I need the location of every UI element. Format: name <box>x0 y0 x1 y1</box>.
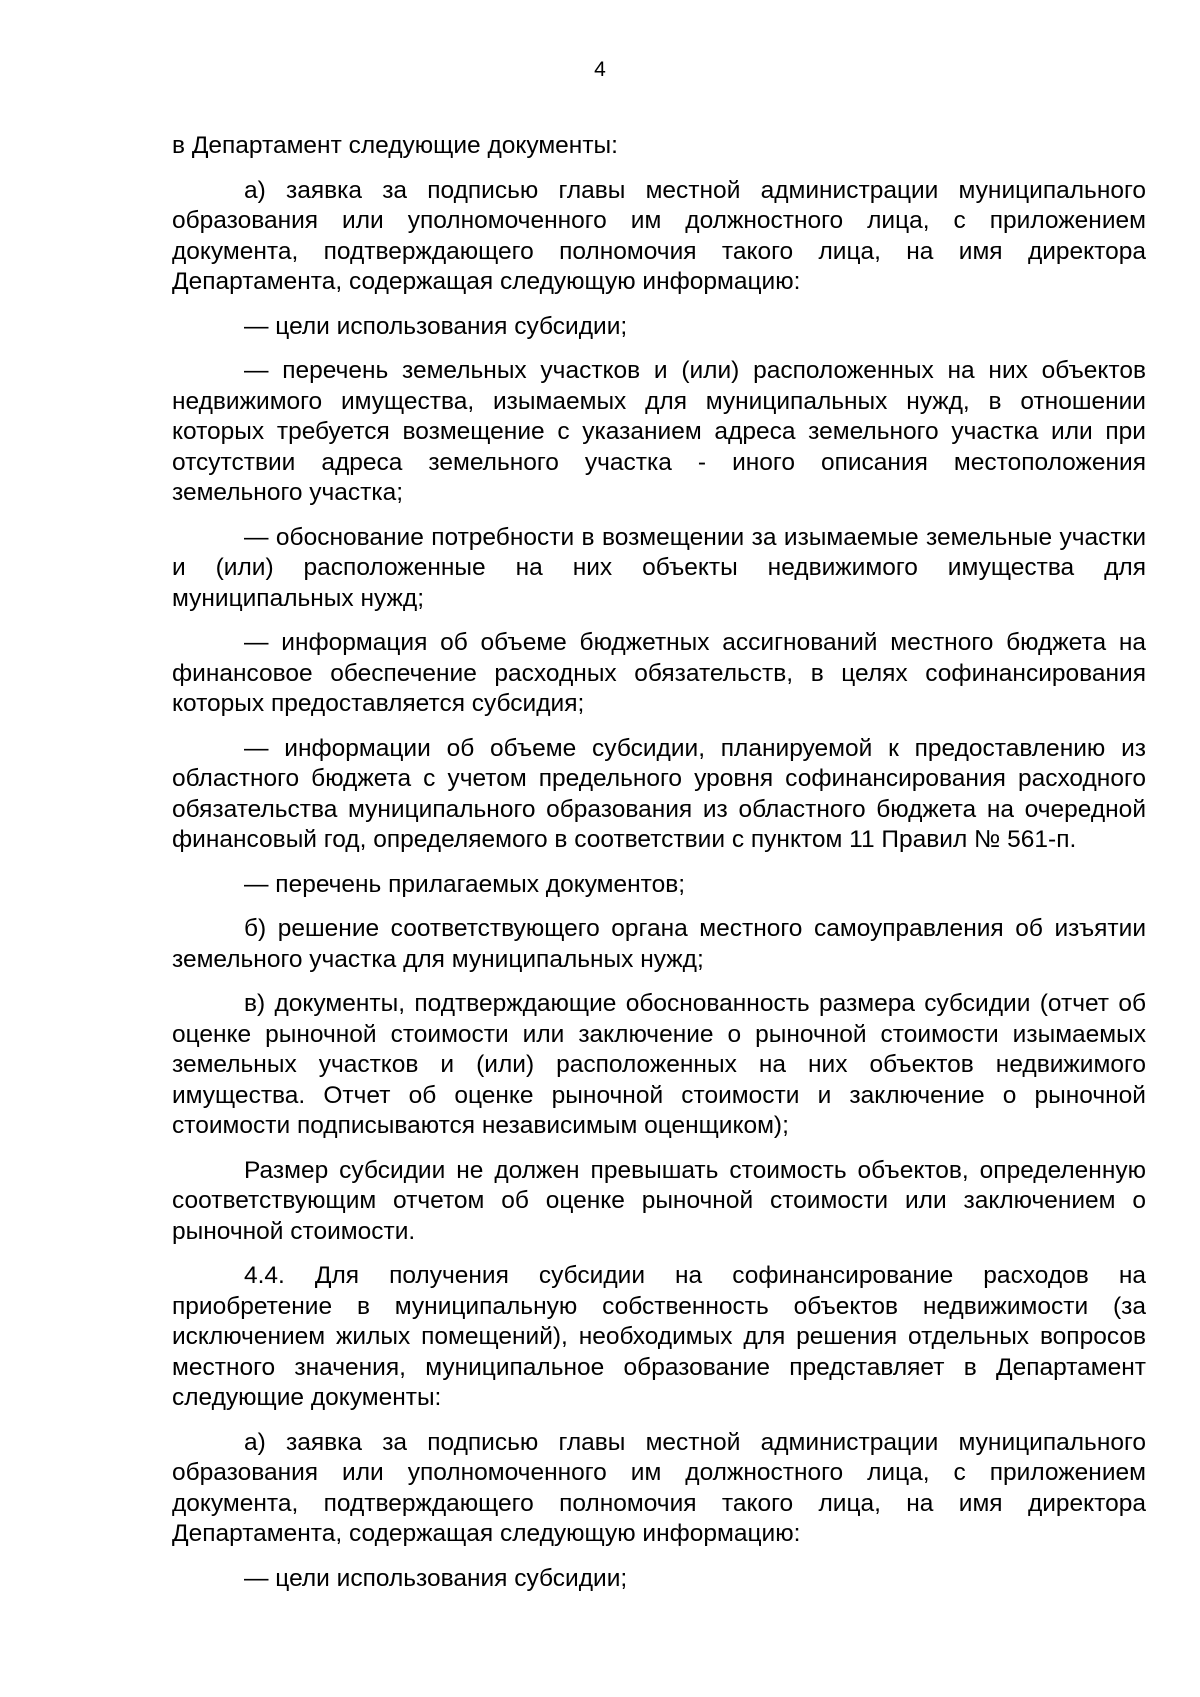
paragraph-item-v-documents: в) документы, подтверждающие обоснованность размера субсидии (отчет об оценке рыночной стоимости или заключение о рыночной стоимости изымаемых земельных участков и (или) расположенных на них объектов недвижимого имущества. Отчет об оценке рыночной стоимости и заключение о рыночной стоимости подписываются независимым оценщиком); <box>172 990 1146 1139</box>
paragraph-item-a-application-2: а) заявка за подписью главы местной администрации муниципального образования или уполномоченного им должностного лица, с приложением документа, подтверждающего полномочия такого лица, на имя директора Департамента, содержащая следующую информацию: <box>172 1428 1146 1547</box>
paragraph-dash-attached-documents: — перечень прилагаемых документов; <box>244 870 686 898</box>
paragraph-section-4-4: 4.4. Для получения субсидии на софинансирование расходов на приобретение в муниципальную собственность объектов недвижимости (за исключением жилых помещений), необходимых для решения отдельных вопросов местного значения, муниципальное образование представляет в Департамент следующие документы: <box>172 1262 1146 1411</box>
paragraph-dash-subsidy-purpose-2: — цели использования субсидии; <box>244 1564 628 1592</box>
paragraph-item-b-decision: б) решение соответствующего органа местного самоуправления об изъятии земельного участка для муниципальных нужд; <box>172 915 1146 973</box>
page-number: 4 <box>594 58 606 81</box>
paragraph-dash-compensation-justification: — обоснование потребности в возмещении за изымаемые земельные участки и (или) расположенные на них объекты недвижимого имущества для муниципальных нужд; <box>172 523 1146 612</box>
paragraph-intro: в Департамент следующие документы: <box>172 132 618 159</box>
document-body <box>172 131 1146 1608</box>
paragraph-dash-subsidy-amount: — информации об объеме субсидии, планируемой к предоставлению из областного бюджета с учетом предельного уровня софинансирования расходного обязательства муниципального образования из областного бюджета на очередной финансовый год, определяемого в соответствии с пунктом 11 Правил № 561-п. <box>172 734 1146 853</box>
paragraph-dash-subsidy-purpose: — цели использования субсидии; <box>244 312 628 340</box>
paragraph-dash-land-plots-list: — перечень земельных участков и (или) расположенных на них объектов недвижимого имущества, изымаемых для муниципальных нужд, в отношении которых требуется возмещение с указанием адреса земельного участка или при отсутствии адреса земельного участка - иного описания местоположения земельного участка; <box>172 357 1146 506</box>
paragraph-subsidy-limit: Размер субсидии не должен превышать стоимость объектов, определенную соответствующим отчетом об оценке рыночной стоимости или заключением о рыночной стоимости. <box>172 1156 1146 1245</box>
paragraph-item-a-application: а) заявка за подписью главы местной администрации муниципального образования или уполномоченного им должностного лица, с приложением документа, подтверждающего полномочия такого лица, на имя директора Департамента, содержащая следующую информацию: <box>172 176 1146 295</box>
paragraph-dash-budget-allocations: — информация об объеме бюджетных ассигнований местного бюджета на финансовое обеспечение расходных обязательств, в целях софинансирования которых предоставляется субсидия; <box>172 629 1146 717</box>
